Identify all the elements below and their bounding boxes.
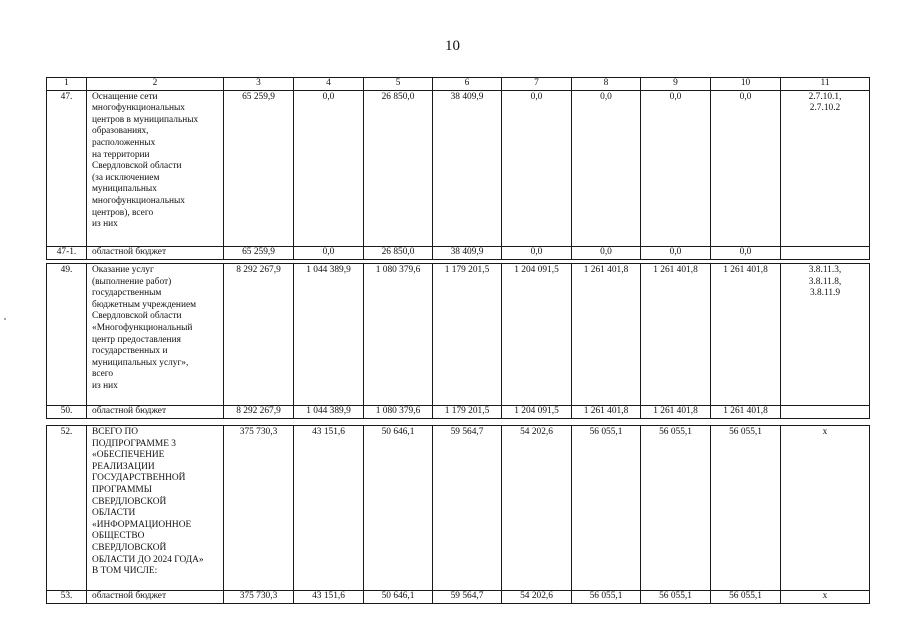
table-row <box>47 264 870 406</box>
value-cell: 8 292 267,9 <box>224 406 294 419</box>
column-header: 2 <box>87 78 224 91</box>
table-row <box>47 90 870 246</box>
value-cell: 50 646,1 <box>364 591 433 604</box>
value-cell: 0,0 <box>502 90 572 246</box>
column-header: 6 <box>433 78 502 91</box>
value-cell: 56 055,1 <box>572 591 641 604</box>
reference-cell: х <box>781 591 870 604</box>
value-cell: 1 261 401,8 <box>572 264 641 406</box>
value-cell: 0,0 <box>294 90 364 246</box>
row-number: 53. <box>47 591 87 604</box>
row-description: областной бюджет <box>87 591 224 604</box>
value-cell: 1 261 401,8 <box>711 406 781 419</box>
value-cell: 375 730,3 <box>224 591 294 604</box>
value-cell: 0,0 <box>711 246 781 259</box>
value-cell: 1 204 091,5 <box>502 406 572 419</box>
value-cell: 0,0 <box>294 246 364 259</box>
budget-table-block-1 <box>46 77 870 260</box>
reference-cell <box>781 406 870 419</box>
column-header: 9 <box>641 78 711 91</box>
value-cell: 56 055,1 <box>711 591 781 604</box>
reference-cell: 2.7.10.1, 2.7.10.2 <box>781 90 870 246</box>
value-cell: 0,0 <box>711 90 781 246</box>
column-number-row <box>47 78 870 91</box>
value-cell: 56 055,1 <box>641 426 711 591</box>
column-header: 4 <box>294 78 364 91</box>
value-cell: 1 261 401,8 <box>641 264 711 406</box>
row-number: 52. <box>47 426 87 591</box>
row-description: ВСЕГО ПО ПОДПРОГРАММЕ 3 «ОБЕСПЕЧЕНИЕ РЕАЛИЗАЦИИ ГОСУДАРСТВЕННОЙ ПРОГРАММЫ СВЕРДЛОВСКОЙ ОБЛАСТИ «ИНФОРМАЦИОННОЕ ОБЩЕСТВО СВЕРДЛОВСКОЙ ОБЛАСТИ ДО 2024 ГОДА» В ТОМ ЧИСЛЕ: <box>87 426 224 591</box>
reference-cell: х <box>781 426 870 591</box>
value-cell: 1 179 201,5 <box>433 264 502 406</box>
value-cell: 1 204 091,5 <box>502 264 572 406</box>
column-header: 11 <box>781 78 870 91</box>
value-cell: 1 080 379,6 <box>364 406 433 419</box>
row-number: 49. <box>47 264 87 406</box>
value-cell: 0,0 <box>502 246 572 259</box>
value-cell: 43 151,6 <box>294 426 364 591</box>
value-cell: 50 646,1 <box>364 426 433 591</box>
value-cell: 54 202,6 <box>502 591 572 604</box>
value-cell: 8 292 267,9 <box>224 264 294 406</box>
value-cell: 0,0 <box>641 246 711 259</box>
value-cell: 0,0 <box>641 90 711 246</box>
value-cell: 0,0 <box>572 90 641 246</box>
row-number: 50. <box>47 406 87 419</box>
scan-speck <box>4 318 6 320</box>
column-header: 7 <box>502 78 572 91</box>
value-cell: 38 409,9 <box>433 90 502 246</box>
row-number: 47. <box>47 90 87 246</box>
reference-cell: 3.8.11.3, 3.8.11.8, 3.8.11.9 <box>781 264 870 406</box>
value-cell: 1 044 389,9 <box>294 406 364 419</box>
value-cell: 56 055,1 <box>641 591 711 604</box>
value-cell: 0,0 <box>572 246 641 259</box>
table-row <box>47 406 870 419</box>
value-cell: 59 564,7 <box>433 591 502 604</box>
value-cell: 59 564,7 <box>433 426 502 591</box>
value-cell: 56 055,1 <box>711 426 781 591</box>
value-cell: 1 179 201,5 <box>433 406 502 419</box>
value-cell: 375 730,3 <box>224 426 294 591</box>
column-header: 8 <box>572 78 641 91</box>
reference-cell <box>781 246 870 259</box>
value-cell: 26 850,0 <box>364 90 433 246</box>
row-description: Оснащение сети многофункциональных центров в муниципальных образованиях, расположенных на территории Свердловской области (за исключением муниципальных многофункциональных центров), всего из них <box>87 90 224 246</box>
value-cell: 65 259,9 <box>224 90 294 246</box>
value-cell: 65 259,9 <box>224 246 294 259</box>
page-number: 10 <box>445 38 460 54</box>
value-cell: 38 409,9 <box>433 246 502 259</box>
column-header: 3 <box>224 78 294 91</box>
value-cell: 56 055,1 <box>572 426 641 591</box>
value-cell: 26 850,0 <box>364 246 433 259</box>
value-cell: 1 261 401,8 <box>711 264 781 406</box>
value-cell: 1 261 401,8 <box>641 406 711 419</box>
column-header: 1 <box>47 78 87 91</box>
row-description: областной бюджет <box>87 406 224 419</box>
budget-table-block-2 <box>46 263 870 419</box>
value-cell: 1 261 401,8 <box>572 406 641 419</box>
row-number: 47-1. <box>47 246 87 259</box>
value-cell: 1 044 389,9 <box>294 264 364 406</box>
budget-table-block-3 <box>46 425 870 604</box>
value-cell: 54 202,6 <box>502 426 572 591</box>
table-row <box>47 591 870 604</box>
column-header: 10 <box>711 78 781 91</box>
table-row <box>47 246 870 259</box>
row-description: Оказание услуг (выполнение работ) государственным бюджетным учреждением Свердловской области «Многофункциональный центр предоставления государственных и муниципальных услуг», всего из них <box>87 264 224 406</box>
value-cell: 1 080 379,6 <box>364 264 433 406</box>
value-cell: 43 151,6 <box>294 591 364 604</box>
column-header: 5 <box>364 78 433 91</box>
table-row <box>47 426 870 591</box>
row-description: областной бюджет <box>87 246 224 259</box>
